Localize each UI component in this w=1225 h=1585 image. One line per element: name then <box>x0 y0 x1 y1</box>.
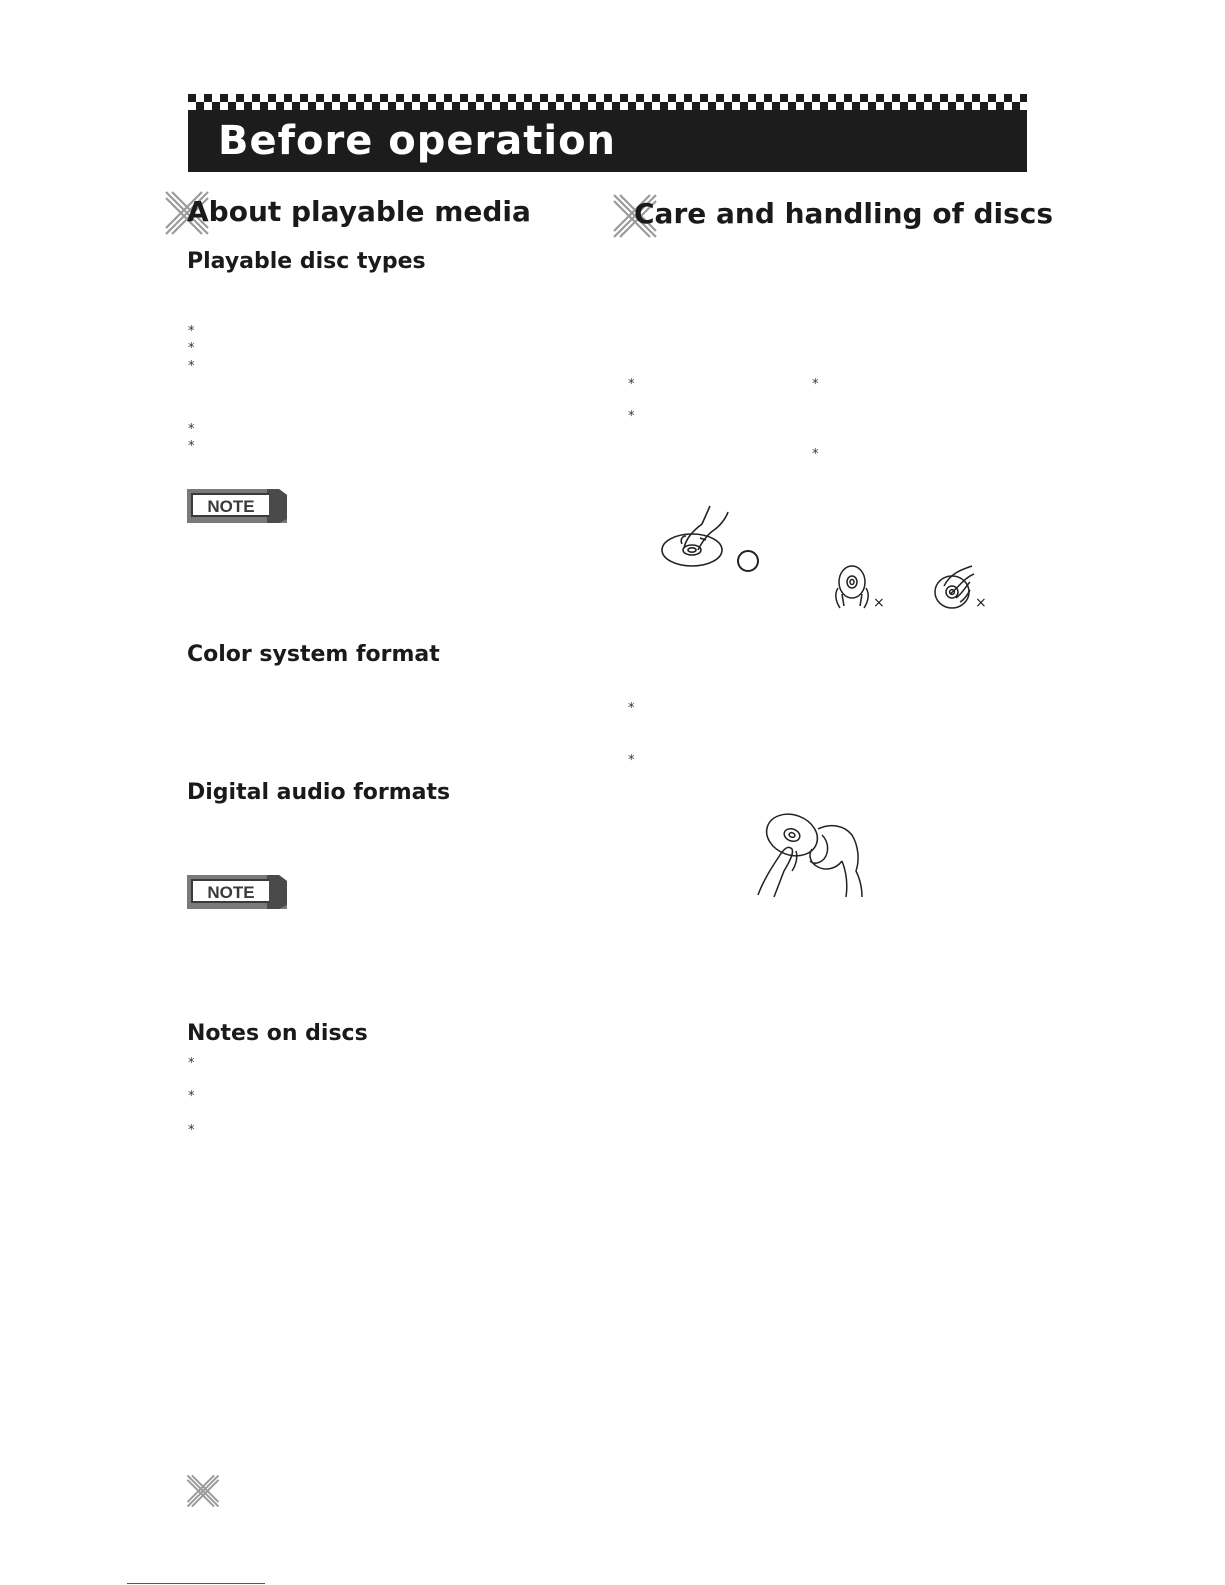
bullet-mark: * <box>188 439 195 454</box>
page-title: Before operation <box>218 118 617 164</box>
notes-on-discs-heading: Notes on discs <box>187 1021 368 1046</box>
bullet-mark: * <box>628 377 635 392</box>
bullet-mark: * <box>188 1089 195 1104</box>
bullet-mark: * <box>188 1056 195 1071</box>
footer-rule <box>127 1583 265 1584</box>
circle-mark-icon <box>737 550 759 572</box>
bullet-mark: * <box>812 377 819 392</box>
disc-held-correctly-illustration <box>656 500 746 572</box>
note-label: NOTE <box>191 493 269 517</box>
care-and-handling-heading: Care and handling of discs <box>634 197 1054 230</box>
note-badge <box>187 875 287 909</box>
bullet-mark: * <box>628 753 635 768</box>
bullet-mark: * <box>812 447 819 462</box>
note-label: NOTE <box>191 879 269 903</box>
playable-disc-types-heading: Playable disc types <box>187 249 426 274</box>
bullet-mark: * <box>628 701 635 716</box>
bullet-mark: * <box>188 324 195 339</box>
disc-held-incorrectly-illustration <box>830 560 876 612</box>
bullet-mark: * <box>188 422 195 437</box>
digital-audio-formats-heading: Digital audio formats <box>187 780 451 805</box>
note-badge <box>187 489 287 523</box>
bullet-mark: * <box>188 1123 195 1138</box>
checker-pattern <box>188 92 1027 110</box>
bullet-mark: * <box>628 409 635 424</box>
cross-mark-icon: × <box>873 595 885 611</box>
page-banner <box>188 92 1027 172</box>
disc-cleaning-illustration <box>752 805 868 901</box>
cross-mark-icon: × <box>975 595 987 611</box>
bullet-mark: * <box>188 341 195 356</box>
page-marker-icon <box>186 1474 220 1508</box>
color-system-format-heading: Color system format <box>187 642 440 667</box>
about-playable-media-heading: About playable media <box>187 195 531 228</box>
bullet-mark: * <box>188 359 195 374</box>
